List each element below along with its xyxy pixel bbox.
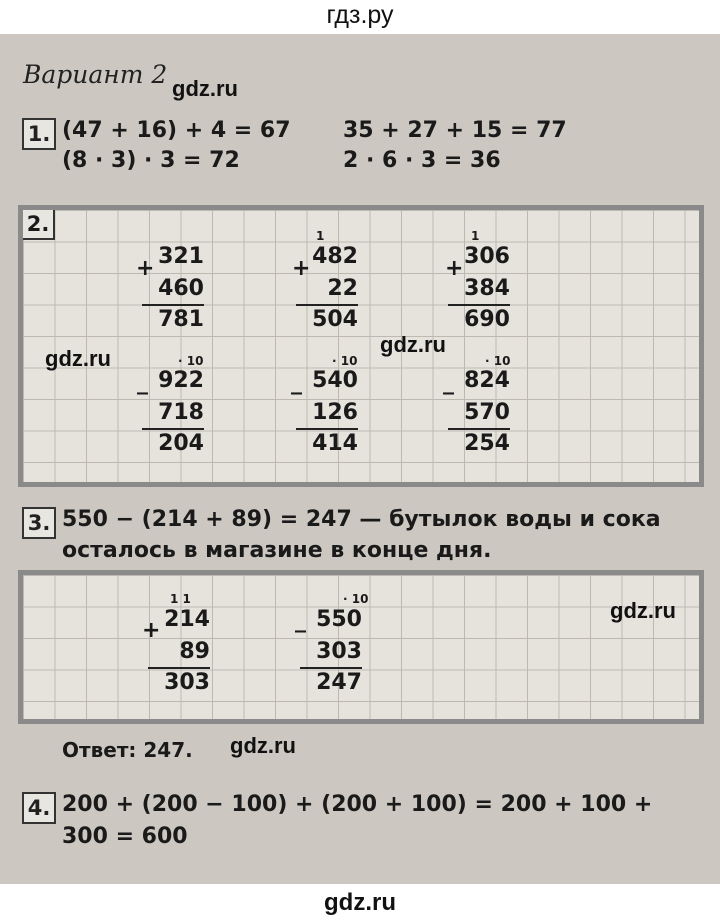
operand: 460 <box>158 275 204 301</box>
operand: 89 <box>179 638 210 664</box>
task1-expr-1: (47 + 16) + 4 = 67 <box>62 118 291 143</box>
task2-sub1-carry: · 10 <box>178 354 204 368</box>
result: 690 <box>464 307 510 332</box>
watermark: gdz.ru <box>610 598 676 623</box>
task2-sub3 <box>448 365 510 460</box>
task2-add3-carry: 1 <box>471 229 480 243</box>
watermark: gdz.ru <box>172 76 238 101</box>
variant-heading: Вариант 2 <box>23 60 168 89</box>
task3-sub <box>300 604 362 699</box>
task1-expr-3: (8 · 3) · 3 = 72 <box>62 148 240 173</box>
task3-add-carry: 1 1 <box>170 592 191 606</box>
operand: 570 <box>464 399 510 425</box>
result: 504 <box>312 307 358 332</box>
task2-add3 <box>448 241 510 336</box>
task4-line-1: 200 + (200 − 100) + (200 + 100) = 200 + 100 + <box>62 792 653 817</box>
task1-expr-2: 35 + 27 + 15 = 77 <box>343 118 567 143</box>
task3-line-2: осталось в магазине в конце дня. <box>62 538 492 563</box>
task2-sub3-sign: _ <box>443 370 454 395</box>
result: 414 <box>312 431 358 456</box>
operand: 22 <box>327 275 358 301</box>
task2-add1 <box>142 241 204 336</box>
task2-add3-sign: + <box>445 256 464 281</box>
task2-sub2 <box>296 365 358 460</box>
task3-add-sign: + <box>142 618 161 643</box>
result: 247 <box>316 670 362 695</box>
task3-line-1: 550 − (214 + 89) = 247 — бутылок воды и сока <box>62 507 661 532</box>
operand: 321 <box>158 244 204 269</box>
task2-sub2-sign: _ <box>291 370 302 395</box>
task3-sub-sign: _ <box>295 608 306 633</box>
task3-number: 3. <box>22 507 56 539</box>
task2-add2 <box>296 241 358 336</box>
operand: 384 <box>464 275 510 301</box>
watermark: gdz.ru <box>45 346 111 371</box>
operand: 306 <box>464 244 510 269</box>
result: 303 <box>164 670 210 695</box>
task2-add2-carry: 1 <box>316 229 325 243</box>
watermark: gdz.ru <box>380 332 446 357</box>
task3-sub-carry: · 10 <box>343 592 369 606</box>
operand: 922 <box>158 368 204 393</box>
task2-add2-sign: + <box>292 256 311 281</box>
site-title: гдз.ру <box>0 0 720 34</box>
operand: 540 <box>312 368 358 393</box>
operand: 824 <box>464 368 510 393</box>
operand: 718 <box>158 399 204 425</box>
task1-number: 1. <box>22 118 56 150</box>
operand: 550 <box>316 607 362 632</box>
task2-sub3-carry: · 10 <box>485 354 511 368</box>
operand: 303 <box>316 638 362 664</box>
task4-number: 4. <box>22 792 56 824</box>
site-footer: gdz.ru <box>0 884 720 921</box>
task2-grid <box>18 205 704 487</box>
watermark: gdz.ru <box>230 733 296 758</box>
task4-line-2: 300 = 600 <box>62 824 188 849</box>
task3-add <box>148 604 210 699</box>
operand: 214 <box>164 607 210 632</box>
task1-expr-4: 2 · 6 · 3 = 36 <box>343 148 501 173</box>
result: 781 <box>158 307 204 332</box>
task2-add1-sign: + <box>136 256 155 281</box>
result: 254 <box>464 431 510 456</box>
task2-number: 2. <box>23 210 55 240</box>
operand: 482 <box>312 244 358 269</box>
task3-answer: Ответ: 247. <box>62 738 193 762</box>
operand: 126 <box>312 399 358 425</box>
result: 204 <box>158 431 204 456</box>
task2-sub1-sign: _ <box>137 370 148 395</box>
task2-sub2-carry: · 10 <box>332 354 358 368</box>
task2-sub1 <box>142 365 204 460</box>
